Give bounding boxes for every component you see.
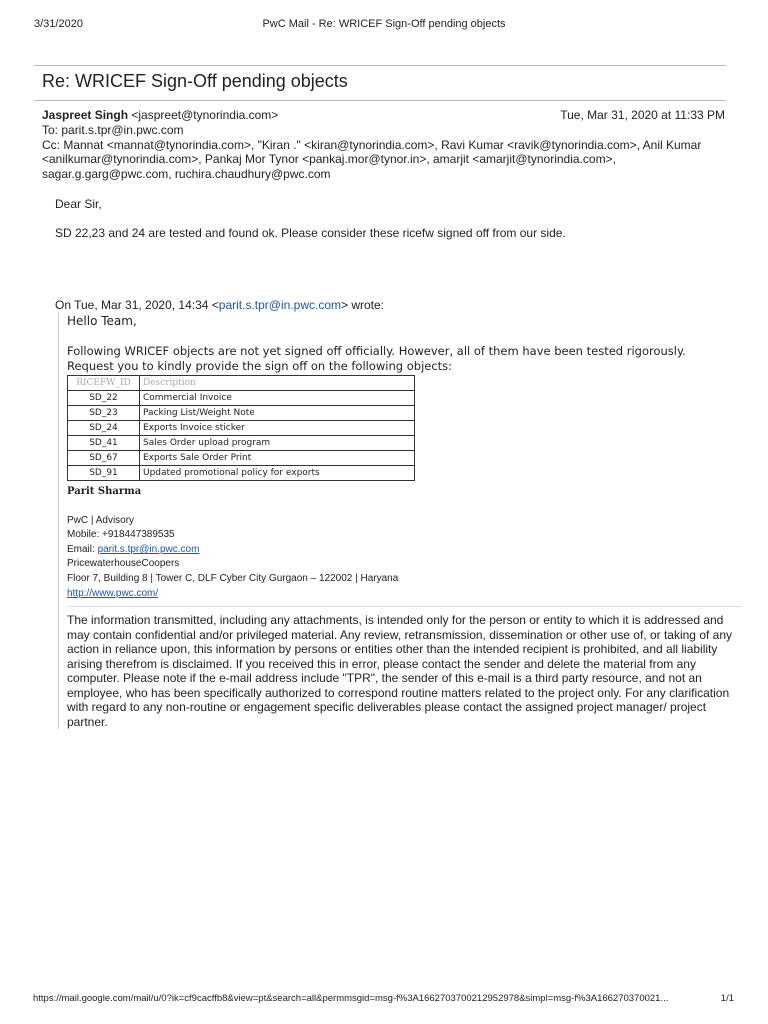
footer-url: https://mail.google.com/mail/u/0?ik=cf9cacffb8&view=pt&search=all&permmsgid=msg-f%3A1662703700212952978&simpl=msg-f%3A166270370021...: [33, 993, 669, 1004]
table-header: RICEFW_ID: [68, 376, 140, 391]
row-description: Updated promotional policy for exports: [140, 466, 415, 481]
quote-hello: Hello Team,: [67, 314, 137, 328]
cc-line-1: Cc: Mannat <mannat@tynorindia.com>, "Kiran ." <kiran@tynorindia.com>, Ravi Kumar <ravik@tynorindia.com>, Anil Kumar: [42, 138, 702, 152]
row-id: SD_23: [68, 406, 140, 421]
quote-para-1: Following WRICEF objects are not yet signed off officially. However, all of them have been tested rigorously.: [67, 344, 686, 358]
row-description: Sales Order upload program: [140, 436, 415, 451]
signature-email-link[interactable]: parit.s.tpr@in.pwc.com: [97, 544, 200, 555]
signature-email-prefix: Email:: [67, 544, 98, 555]
table-row: [68, 391, 415, 406]
signature-company: PricewaterhouseCoopers: [67, 558, 180, 569]
signature-website: [67, 588, 158, 599]
message-body: SD 22,23 and 24 are tested and found ok. Please consider these ricefw signed off from our side.: [55, 226, 566, 240]
table-row: [68, 406, 415, 421]
cc-line-3: sagar.g.garg@pwc.com, ruchira.chaudhury@pwc.com: [42, 167, 331, 181]
sender-name: Jaspreet Singh: [42, 108, 129, 122]
signature-address: Floor 7, Building 8 | Tower C, DLF Cyber City Gurgaon – 122002 | Haryana: [67, 573, 399, 584]
cc-line-2: <anilkumar@tynorindia.com>, Pankaj Mor Tynor <pankaj.mor@tynor.in>, amarjit <amarjit@tynorindia.com>,: [42, 152, 616, 166]
quote-bar: [58, 313, 59, 729]
quote-intro: [55, 298, 384, 312]
signature-name: Parit Sharma: [67, 486, 142, 497]
row-id: SD_67: [68, 451, 140, 466]
print-title: PwC Mail - Re: WRICEF Sign-Off pending objects: [262, 18, 506, 30]
row-id: SD_41: [68, 436, 140, 451]
row-description: Commercial Invoice: [140, 391, 415, 406]
row-description: Exports Sale Order Print: [140, 451, 415, 466]
quote-intro-prefix: On Tue, Mar 31, 2020, 14:34 <: [55, 298, 219, 312]
website-link[interactable]: http://www.pwc.com/: [67, 588, 159, 599]
disclaimer-text: The information transmitted, including any attachments, is intended only for the person or entity to which it is addressed and may contain confidential and/or privileged material. Any review, retransmission, dissemination or other use of, or taking of any action in reliance upon, this information by persons or entities other than the intended recipient is prohibited, and all liability arising therefrom is disclaimed. If you received this in error, please contact the sender and delete the material from any computer. Please note if the e-mail address include "TPR", the sender of this e-mail is a third party resource, and not an employee, who has been specifically authorized to correspond routine matters related to the project only. For any clarification with regard to any non-routine or engagement specific deliverables please contact the assigned project manager/ project partner.: [67, 613, 733, 729]
print-date: 3/31/2020: [34, 18, 83, 30]
disclaimer-divider: [67, 606, 742, 607]
signature-mobile: Mobile: +918447389535: [67, 529, 175, 540]
signature-email: [67, 544, 199, 555]
to-line: To: parit.s.tpr@in.pwc.com: [42, 123, 184, 137]
quote-sender-link[interactable]: parit.s.tpr@in.pwc.com: [218, 298, 341, 312]
row-id: SD_22: [68, 391, 140, 406]
row-id: SD_24: [68, 421, 140, 436]
quote-intro-suffix: > wrote:: [341, 298, 385, 312]
table-row: [68, 436, 415, 451]
objects-table: [67, 375, 415, 481]
email-subject: Re: WRICEF Sign-Off pending objects: [42, 71, 348, 91]
table-row: [68, 421, 415, 436]
header-divider: [34, 65, 726, 66]
footer-page-number: 1/1: [720, 993, 734, 1004]
sender-email: <jaspreet@tynorindia.com>: [131, 108, 279, 122]
table-header: Description: [140, 376, 415, 391]
row-id: SD_91: [68, 466, 140, 481]
row-description: Exports Invoice sticker: [140, 421, 415, 436]
table-row: [68, 466, 415, 481]
table-header-row: [68, 376, 415, 391]
quote-para-2: Request you to kindly provide the sign off on the following objects:: [67, 359, 453, 373]
table-row: [68, 451, 415, 466]
email-date: Tue, Mar 31, 2020 at 11:33 PM: [560, 108, 725, 122]
signature-org: PwC | Advisory: [67, 515, 135, 526]
subject-divider: [34, 100, 726, 101]
greeting: Dear Sir,: [55, 197, 102, 211]
row-description: Packing List/Weight Note: [140, 406, 415, 421]
